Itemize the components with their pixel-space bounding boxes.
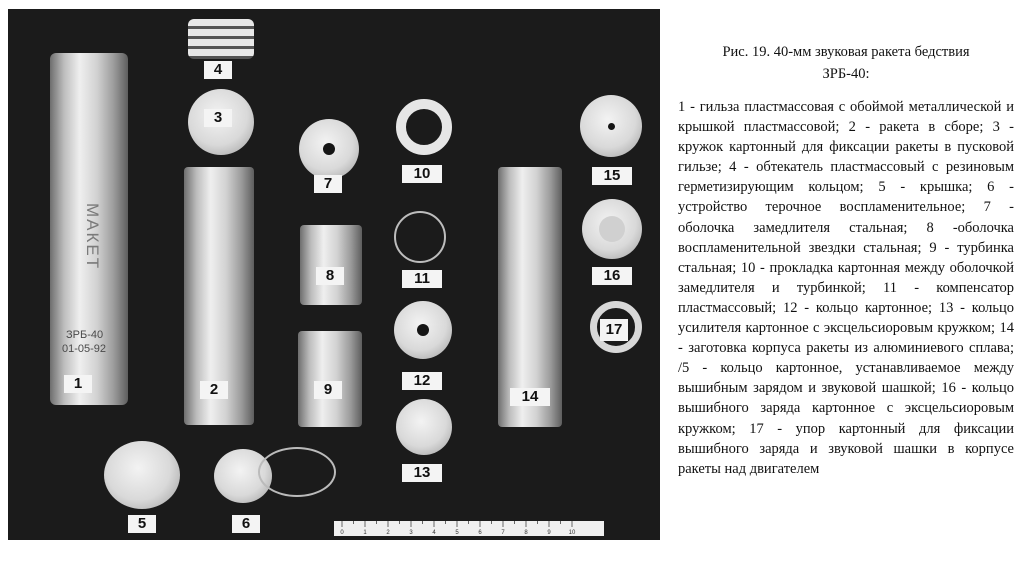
measuring-ruler (334, 521, 604, 536)
item-label-3: 3 (204, 109, 232, 127)
photo (8, 9, 660, 540)
item-label-16: 16 (592, 267, 632, 285)
caption-title-line1: Рис. 19. 40-мм звуковая ракета бедствия (722, 44, 970, 60)
item-label-11: 11 (402, 270, 442, 288)
ruler-tick-label: 7 (501, 530, 505, 536)
item-1-tube (50, 53, 128, 405)
item-15-cardboard-ring (580, 95, 642, 157)
ruler-tick-label: 4 (432, 530, 436, 536)
item-12-cardboard-ring (394, 301, 452, 359)
ruler-tick-label: 6 (478, 530, 482, 536)
item-4-fairing (188, 19, 254, 59)
caption-body: 1 - гильза пластмассовая с обоймой металлической и крышкой пластмассовой; 2 - ракета в сборе; 3 - кружок картонный для фиксации ракеты в пусковой гильзе; 4 - обтекатель пластмассовый с резиновым герметизирующим кольцом; 5 - крышка; 6 - устройство терочное воспламенительное; 7 - оболочка замедлителя стальная; 8 -оболочка воспламенительной звездки стальная; 9 - турбинка стальная; 10 - прокладка картонная между оболочкой замедлителя и турбинкой; 11 - компенсатор пластмассовый; 12 - кольцо картонное; 13 - кольцо усилителя картонное с эксцельсиоровым кружком; 14 - заготовка корпуса ракеты из алюминиевого сплава; /5 - кольцо картонное, устанавливаемое между вышибным зарядом и звуковой шашкой; 16 - кольцо вышибного заряда картонное с эксцельсиоровым кружком; 17 - упор картонный для фиксации вышибного заряда и звуковой шашки в корпусе ракеты над двигателем (678, 99, 1014, 477)
ruler-tick-label: 10 (568, 530, 576, 536)
item-6-wire-coil (258, 447, 336, 497)
ruler-tick-label: 3 (409, 530, 413, 536)
ruler-tick-label: 9 (547, 530, 551, 536)
figure-caption (678, 41, 1014, 479)
item-8-star-casing (300, 225, 362, 305)
item-label-15: 15 (592, 167, 632, 185)
caption-title (678, 41, 1014, 85)
item-9-turbine (298, 331, 362, 427)
item-label-2: 2 (200, 381, 228, 399)
item-label-6: 6 (232, 515, 260, 533)
ruler-tick-label: 5 (455, 530, 459, 536)
ruler-tick-label: 1 (363, 530, 367, 536)
item-label-8: 8 (316, 267, 344, 285)
item-16-ejection-ring (582, 199, 642, 259)
item-11-compensator (394, 211, 446, 263)
tube-side-marking: МАКЕТ (83, 203, 102, 271)
ruler-tick-label: 8 (524, 530, 528, 536)
item-label-17: 17 (600, 319, 628, 341)
item-label-9: 9 (314, 381, 342, 399)
item-label-12: 12 (402, 372, 442, 390)
item-13-booster-ring (396, 399, 452, 455)
item-label-4: 4 (204, 61, 232, 79)
item-label-14: 14 (510, 388, 550, 406)
item-5-cap (104, 441, 180, 509)
caption-title-line2: ЗРБ-40: (822, 66, 870, 82)
item-label-1: 1 (64, 375, 92, 393)
item-10-gasket (396, 99, 452, 155)
tube-marking-line1: ЗРБ-40 (66, 329, 104, 341)
item-label-5: 5 (128, 515, 156, 533)
item-label-7: 7 (314, 175, 342, 193)
ruler-tick-label: 0 (340, 530, 344, 536)
item-label-13: 13 (402, 464, 442, 482)
item-7-delay-casing (299, 119, 359, 179)
ruler-tick-label: 2 (386, 530, 390, 536)
item-label-10: 10 (402, 165, 442, 183)
tube-marking-line2: 01-05-92 (62, 343, 107, 355)
